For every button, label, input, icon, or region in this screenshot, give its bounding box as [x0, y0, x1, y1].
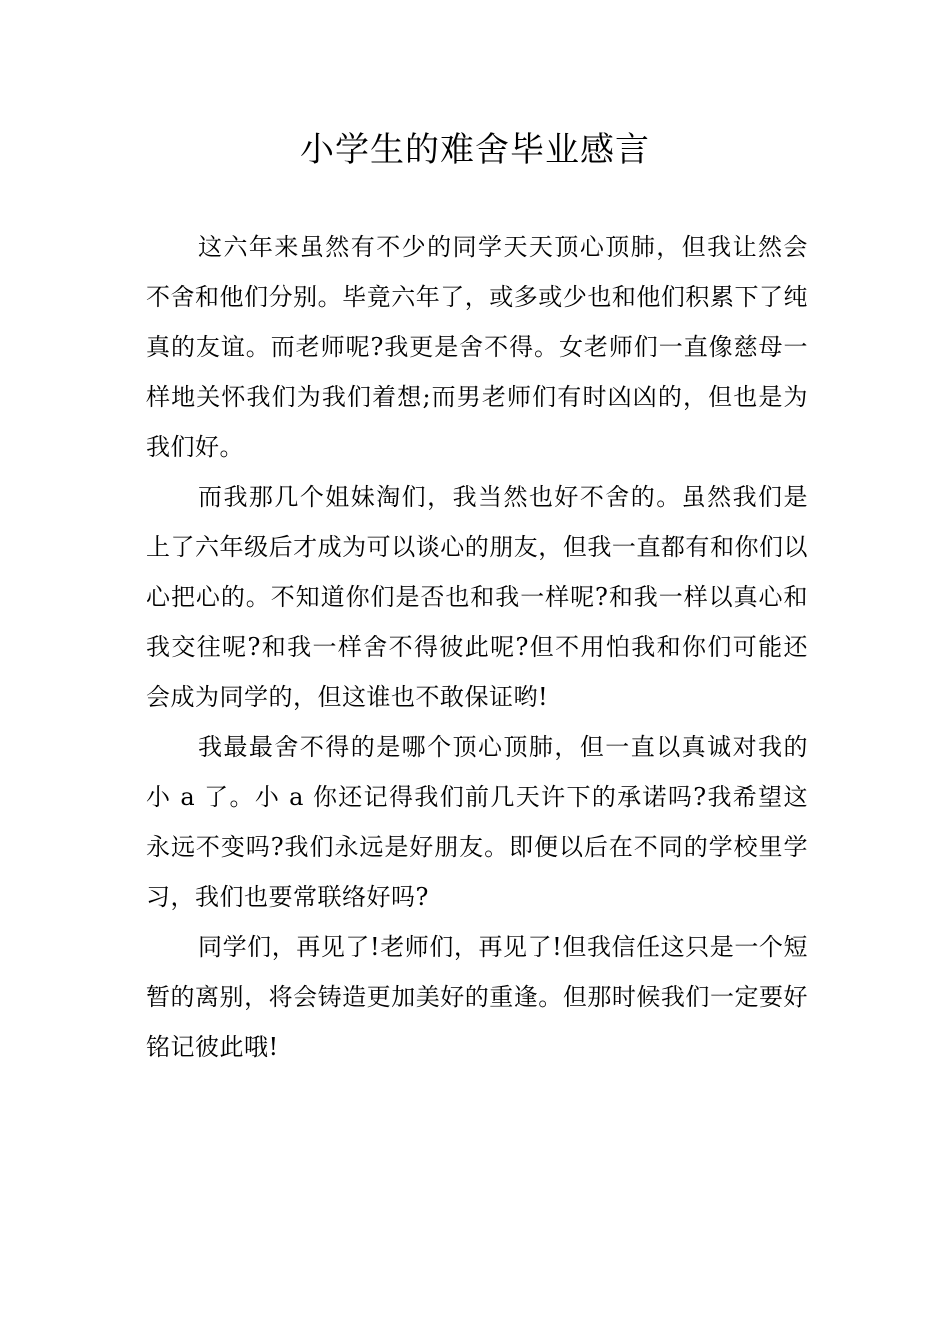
document-title: 小学生的难舍毕业感言: [300, 130, 650, 170]
paragraph-2: 而我那几个姐妹淘们，我当然也好不舍的。虽然我们是上了六年级后才成为可以谈心的朋友，但我一直都有和你们以心把心的。不知道你们是否也和我一样呢?和我一样以真心和我交往呢?和我一样舍不得彼此呢?但不用怕我和你们可能还会成为同学的，但这谁也不敢保证哟!: [146, 483, 808, 711]
paragraph-4: 同学们，再见了!老师们，再见了!但我信任这只是一个短暂的离别，将会铸造更加美好的重逢。但那时候我们一定要好铭记彼此哦!: [146, 933, 808, 1061]
paragraph-1: 这六年来虽然有不少的同学天天顶心顶肺，但我让然会不舍和他们分别。毕竟六年了，或多或少也和他们积累下了纯真的友谊。而老师呢?我更是舍不得。女老师们一直像慈母一样地关怀我们为我们着想;而男老师们有时凶凶的，但也是为我们好。: [146, 233, 808, 461]
paragraph-3: 我最最舍不得的是哪个顶心顶肺，但一直以真诚对我的小 a 了。小 a 你还记得我们前几天许下的承诺吗?我希望这永远不变吗?我们永远是好朋友。即便以后在不同的学校里学习，我们也要常联络好吗?: [146, 733, 808, 911]
document-body: [146, 222, 808, 1072]
